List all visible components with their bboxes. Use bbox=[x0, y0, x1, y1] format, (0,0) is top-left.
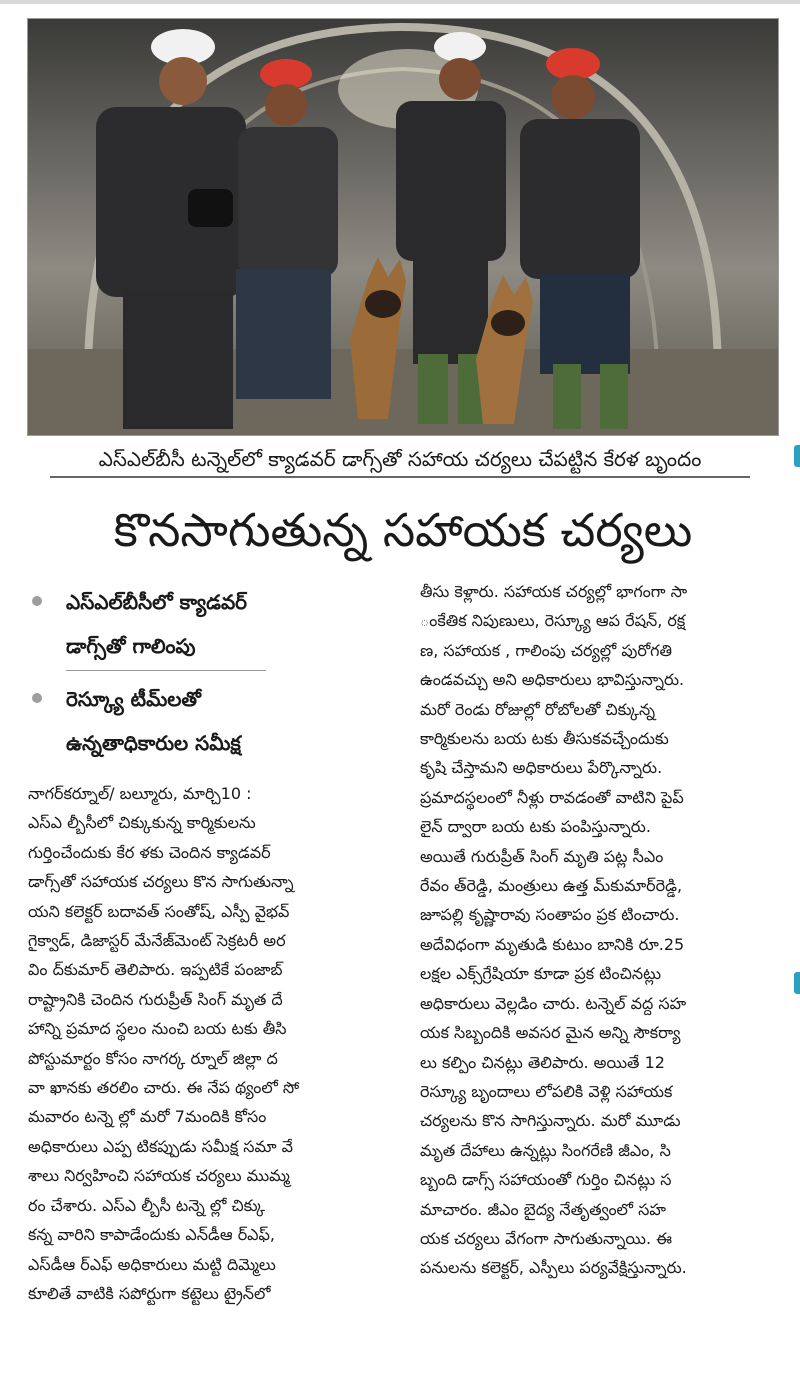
article-text-line: ణ, సహాయక , గాలింపు చర్యల్లో పురోగతి bbox=[420, 640, 673, 660]
bullet-dot-icon bbox=[32, 693, 42, 703]
article-text-line: లైన్ ద్వారా బయ టకు పంపిస్తున్నారు. bbox=[420, 817, 651, 837]
highlight-bullet bbox=[28, 677, 388, 765]
article-text-line: మాచారం. జీఎం బైద్య నేతృత్వంలో సహ bbox=[420, 1199, 666, 1219]
article-text-line: రం చేశారు. ఎస్ఎ ల్బీసీ టన్నె ల్లో చిక్కు bbox=[28, 1195, 266, 1215]
article-text-line: ఉండవచ్చు అని అధికారులు భావిస్తున్నారు. bbox=[420, 670, 685, 690]
article-text-line: విం ద్‌కుమార్ తెలిపారు. ఇప్పటికే పంజాబ్ bbox=[28, 960, 283, 980]
article-text-line: అదేవిధంగా మృతుడి కుటుం బానికి రూ.25 bbox=[420, 934, 685, 954]
article-text-line: రెస్క్యూ బృందాలు లోపలికి వెళ్లి సహాయక bbox=[420, 1081, 673, 1101]
article-text-line: ప్రమాదస్థలంలో నీళ్లు రావడంతో వాటిని పైప్ bbox=[420, 787, 684, 807]
article-text-line: చర్యలను కొన సాగిస్తున్నారు. మరో మూడు bbox=[420, 1111, 681, 1131]
article-headline: కొనసాగుతున్న సహాయక చర్యలు bbox=[113, 503, 693, 557]
article-text-line: లక్షల ఎక్స్‌గ్రేషియా కూడా ప్రక టించినట్లు bbox=[420, 964, 661, 984]
article-text-line: యక చర్యలు వేగంగా సాగుతున్నాయి. ఈ bbox=[420, 1228, 673, 1248]
bullet-line: ఎస్ఎల్‌బీసీలో క్యాడవర్ bbox=[66, 590, 248, 614]
article-text-line: పనులను కలెక్టర్, ఎస్పీలు పర్యవేక్షిస్తున్నారు. bbox=[420, 1258, 687, 1278]
article-text-line: అయితే గురుప్రీత్ సింగ్ మృతి పట్ల సీఎం bbox=[420, 846, 664, 866]
article-text-line: మవారం టన్నె ల్లో మరో 7మందికి కోసం bbox=[28, 1107, 267, 1127]
article-text-line: యని కలెక్టర్ బదావత్ సంతోష్, ఎస్పీ వైభవ్ bbox=[28, 901, 290, 921]
news-photo bbox=[27, 18, 779, 436]
article-text-line: మరో రెండు రోజుల్లో రోబోలతో చిక్కున్న bbox=[420, 699, 656, 719]
article-text-line: రాష్ట్రానికి చెందిన గురుప్రీత్ సింగ్ మృత దే bbox=[28, 989, 283, 1009]
article-text-line: కన్న వారిని కాపాడేందుకు ఎన్‌డీఆ ర్ఎఫ్, bbox=[28, 1225, 276, 1245]
rescuer-2 bbox=[236, 59, 338, 399]
article-left-column bbox=[28, 779, 394, 1308]
article-text-line: డాగ్స్‌తో సహాయక చర్యలు కొన సాగుతున్నా bbox=[28, 872, 294, 892]
article-text-line: అధికారులు వెల్లడిం చారు. టన్నెల్ వద్ద సహ bbox=[420, 993, 687, 1013]
page-edge-marker bbox=[794, 972, 800, 994]
article-text-line: అధికారులు ఎప్ప టికప్పుడు సమీక్ష సమా వే bbox=[28, 1136, 294, 1156]
article-text-line: కార్మికులను బయ టకు తీసుకవచ్చేందుకు bbox=[420, 729, 669, 749]
article-text-line: ఎస్‌డీఆ ర్ఎఫ్ అధికారులు మట్టి దిమ్మెలు bbox=[28, 1254, 276, 1274]
article-text-line: గుర్తించేందుకు కేర ళకు చెందిన క్యాడవర్ bbox=[28, 842, 271, 862]
article-text-line: తీసు కెళ్లారు. సహాయక చర్యల్లో భాగంగా సా bbox=[420, 582, 688, 601]
article-text-line: నాగర్‌కర్నూల్/ బల్మూరు, మార్చి10 : bbox=[28, 784, 252, 803]
article-text-line: గైక్వాడ్, డిజాస్టర్ మేనేజ్‌మెంట్ సెక్రటరీ అర bbox=[28, 931, 286, 951]
article-text-line: మృత దేహాలు ఉన్నట్లు సింగరేణి జీఎం, సి bbox=[420, 1140, 671, 1160]
article-text-line: జూపల్లి కృష్ణారావు సంతాపం ప్రక టించారు. bbox=[420, 905, 680, 925]
tunnel-rescue-team-illustration bbox=[28, 19, 778, 435]
bullet-line: రెస్క్యూ టీమ్‌లతో bbox=[66, 687, 201, 711]
article-text-line: ంకేతిక నిపుణులు, రెస్క్యూ ఆప రేషన్, రక్ష bbox=[420, 611, 686, 631]
article-text-line: హాన్ని ప్రమాద స్థలం నుంచి బయ టకు తీసి bbox=[28, 1019, 287, 1039]
highlight-bullet bbox=[28, 580, 388, 671]
article-text-line: లు కల్పిం చినట్లు తెలిపారు. అయితే 12 bbox=[420, 1052, 665, 1072]
top-rule bbox=[0, 0, 800, 4]
page-edge-marker bbox=[794, 445, 800, 467]
article-text-line: వా ఖానకు తరలిం చారు. ఈ నేప థ్యంలో సో bbox=[28, 1078, 300, 1098]
article-text-line: కూలితే వాటికి సపోర్టుగా కట్టెలు ట్రైన్‌లో bbox=[28, 1283, 271, 1303]
article-text-line: రేవం త్‌రెడ్డి, మంత్రులు ఉత్త మ్‌కుమార్‌రెడ్డి, bbox=[420, 876, 683, 896]
article-text-line: యక సిబ్బందికి అవసర మైన అన్ని సౌకర్యా bbox=[420, 1023, 681, 1043]
article-right-column bbox=[420, 577, 777, 1283]
bullet-dot-icon bbox=[32, 596, 42, 606]
article-text-line: పోస్టుమార్టం కోసం నాగర్క ర్నూల్ జిల్లా ద bbox=[28, 1048, 278, 1068]
article-text-line: శాలు నిర్వహించి సహాయక చర్యలు ముమ్మ bbox=[28, 1166, 290, 1186]
article-text-line: ఎస్ఎ ల్బీసీలో చిక్కుకున్న కార్మికులను bbox=[28, 813, 256, 833]
bullet-divider bbox=[66, 670, 266, 671]
article-text-line: బ్బంది డాగ్స్ సహాయంతో గుర్తిం చినట్లు స bbox=[420, 1170, 672, 1190]
photo-caption: ఎస్ఎల్‌బీసీ టన్నెల్‌లో క్యాడవర్ డాగ్స్‌తో సహాయ చర్యలు చేపట్టిన కేరళ బృందం bbox=[50, 442, 750, 478]
bullet-line: ఉన్నతాధికారుల సమీక్ష bbox=[66, 731, 241, 755]
highlight-bullets bbox=[28, 580, 388, 771]
article-text-line: కృషి చేస్తామని అధికారులు పేర్కొన్నారు. bbox=[420, 758, 663, 778]
bullet-line: డాగ్స్‌తో గాలింపు bbox=[66, 634, 196, 658]
